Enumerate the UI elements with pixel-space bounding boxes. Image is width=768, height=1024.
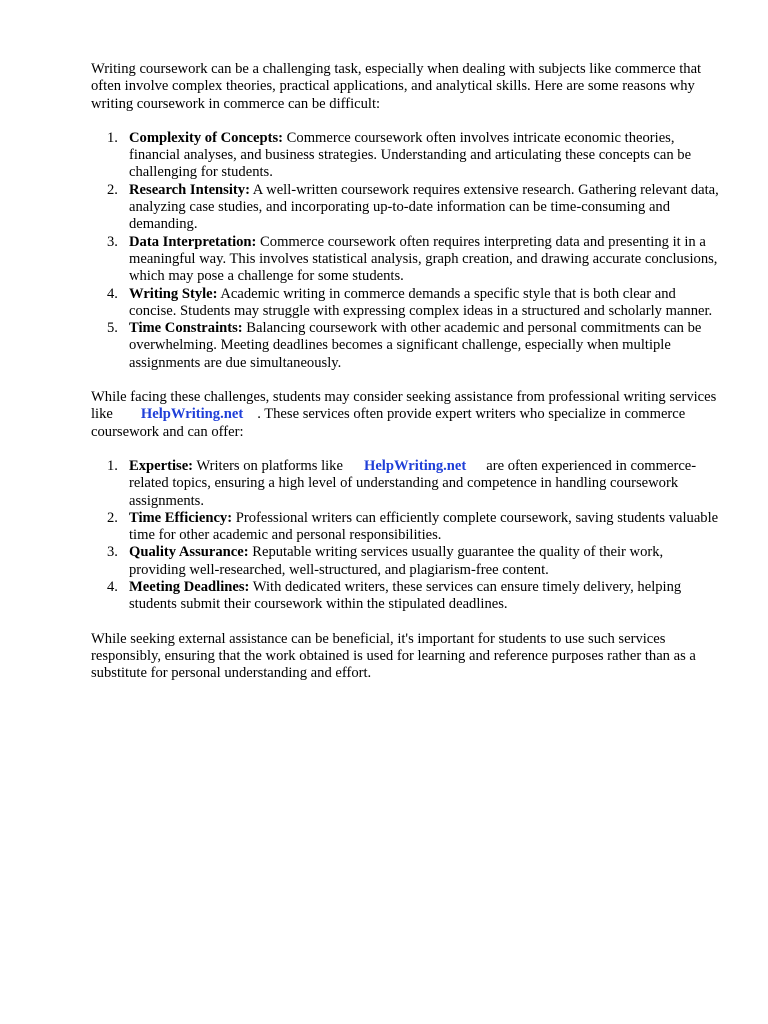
list-number: 2. — [107, 181, 118, 198]
challenge-term: Data Interpretation: — [129, 233, 257, 250]
benefit-text: With dedicated writers, these services can ensure timely delivery, helping students submit their coursework within the stipulated deadlines. — [129, 579, 682, 613]
challenge-term: Time Constraints: — [129, 320, 243, 337]
challenges-list — [91, 130, 721, 372]
benefit-item — [91, 579, 721, 614]
benefit-item — [91, 510, 721, 545]
intro-paragraph: Writing coursework can be a challenging task, especially when dealing with subjects like commerce that often involve complex theories, practical applications, and analytical skills. Here are some reasons why writing coursework in commerce can be difficult: — [91, 61, 702, 112]
benefit-term: Expertise: — [129, 457, 194, 474]
challenge-text: Balancing coursework with other academic and personal commitments can be overwhelming. Meeting deadlines becomes a significant challenge, especially when multiple assignments are due simultaneously. — [129, 320, 702, 371]
helpwriting-link[interactable]: HelpWriting.net — [363, 457, 467, 474]
challenge-text: Academic writing in commerce demands a specific style that is both clear and concise. Students may struggle with expressing complex ideas in a structured and scholarly manner. — [129, 285, 713, 319]
challenge-item — [91, 320, 721, 372]
list-number: 3. — [107, 233, 118, 250]
challenge-text: Commerce coursework often involves intricate economic theories, financial analyses, and business strategies. Understanding and articulating these concepts can be challenging for students. — [129, 129, 692, 181]
benefits-list — [91, 458, 721, 614]
assistance-text-after: . These services often provide expert writers who specialize in commerce coursework and can offer: — [91, 406, 686, 440]
challenge-item — [91, 286, 721, 321]
list-number: 3. — [107, 544, 118, 561]
challenge-term: Complexity of Concepts: — [129, 129, 284, 146]
benefit-term: Time Efficiency: — [129, 509, 233, 526]
assistance-paragraph — [91, 389, 721, 441]
benefit-text-after: are often experienced in commerce-related topics, ensuring a high level of understanding and competence in handling coursework assignments. — [129, 457, 697, 509]
assistance-text-before: While facing these challenges, students may consider seeking assistance from professional writing services like — [91, 389, 717, 423]
benefit-term: Quality Assurance: — [129, 544, 249, 561]
challenge-term: Research Intensity: — [129, 181, 250, 198]
challenge-item — [91, 234, 721, 286]
benefit-text-before: Writers on platforms like — [193, 457, 343, 474]
benefit-item — [91, 458, 721, 510]
benefit-text: Professional writers can efficiently complete coursework, saving students valuable time for other academic and personal responsibilities. — [129, 509, 719, 544]
list-number: 4. — [107, 285, 118, 302]
list-number: 1. — [107, 129, 118, 146]
list-number: 1. — [107, 457, 118, 474]
list-number: 2. — [107, 509, 118, 526]
list-number: 5. — [107, 320, 118, 337]
document-page — [91, 61, 721, 700]
benefit-text: Reputable writing services usually guarantee the quality of their work, providing well-researched, well-structured, and plagiarism-free content. — [129, 544, 664, 578]
list-number: 4. — [107, 579, 118, 596]
challenge-item — [91, 182, 721, 234]
helpwriting-link[interactable]: HelpWriting.net — [140, 406, 244, 423]
benefit-term: Meeting Deadlines: — [129, 579, 250, 596]
challenge-term: Writing Style: — [129, 285, 218, 302]
closing-paragraph: While seeking external assistance can be beneficial, it's important for students to use such services responsibly, ensuring that the work obtained is used for learning and reference purposes rather than as a substitute for personal understanding and effort. — [91, 630, 696, 682]
challenge-text: Commerce coursework often requires interpreting data and presenting it in a meaningful way. This involves statistical analysis, graph creation, and drawing accurate conclusions, which may pose a challenge for some students. — [129, 233, 718, 285]
challenge-item — [91, 130, 721, 182]
challenge-text: A well-written coursework requires extensive research. Gathering relevant data, analyzing case studies, and incorporating up-to-date information can be time-consuming and demanding. — [129, 181, 719, 233]
benefit-item — [91, 544, 721, 579]
